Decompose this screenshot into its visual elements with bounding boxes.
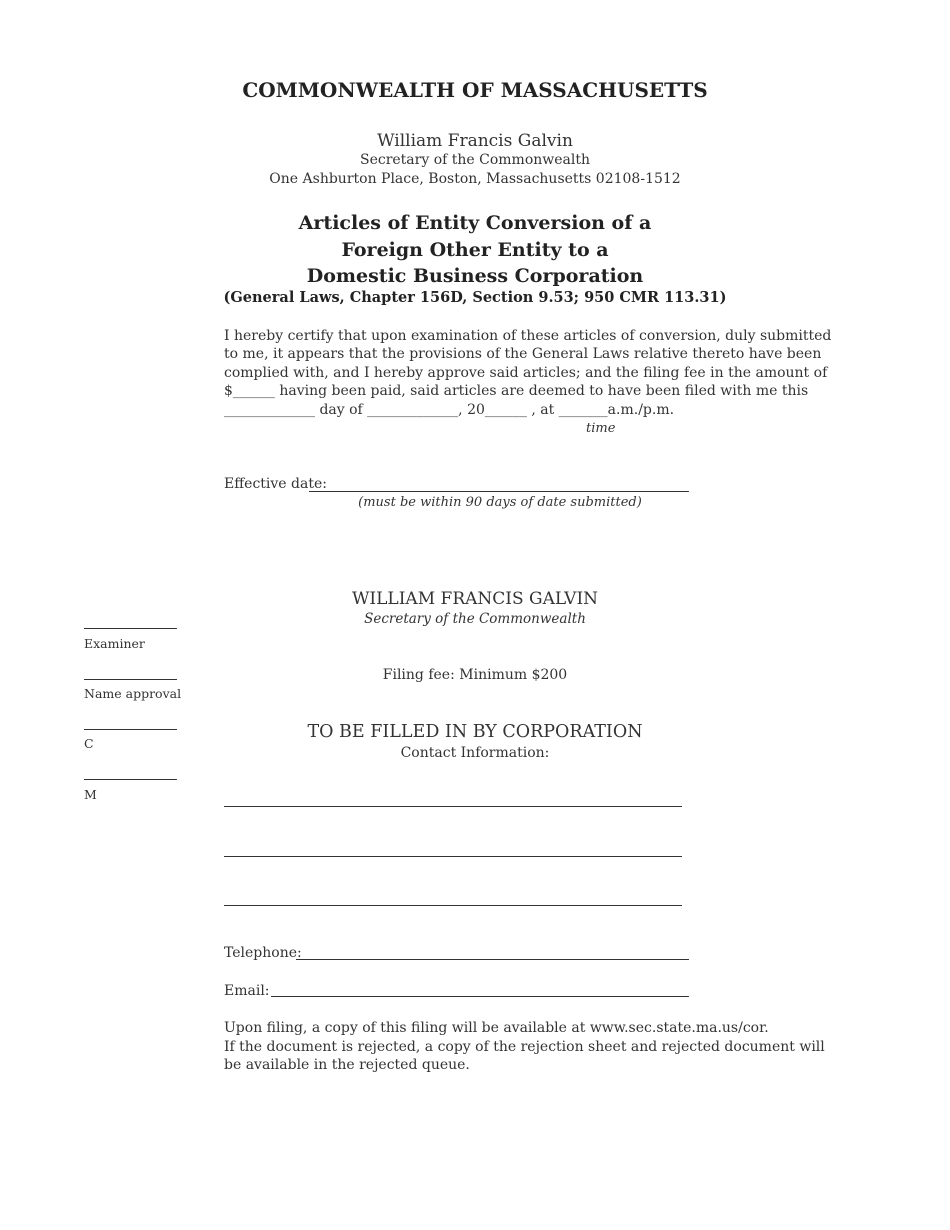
m-field[interactable]: [84, 779, 177, 780]
title-line-1: Articles of Entity Conversion of a: [298, 212, 652, 234]
filing-notice: [224, 1019, 825, 1075]
office-address: One Ashburton Place, Boston, Massachusetts 02108-1512: [269, 171, 681, 187]
document-title: [0, 210, 950, 290]
secretary-title: Secretary of the Commonwealth: [359, 152, 591, 168]
name-approval-label: Name approval: [84, 686, 182, 701]
filing-notice-line-3: be available in the rejected queue.: [224, 1057, 470, 1073]
c-label: C: [84, 736, 94, 751]
certification-paragraph: [224, 327, 832, 419]
certification-line-3: complied with, and I hereby approve said articles; and the filing fee in the amount of: [224, 364, 828, 381]
corporation-section-heading: TO BE FILLED IN BY CORPORATION: [307, 722, 643, 742]
contact-information-label: Contact Information:: [400, 745, 550, 761]
examiner-label: Examiner: [84, 636, 145, 651]
effective-date-label: Effective date:: [224, 476, 327, 492]
filing-fee: Filing fee: Minimum $200: [382, 667, 568, 683]
certification-line-2: to me, it appears that the provisions of the General Laws relative thereto have been: [224, 346, 822, 363]
telephone-field[interactable]: [296, 959, 689, 960]
certification-line-4: $______ having been paid, said articles are deemed to have been filed with me this: [224, 383, 809, 400]
name-approval-field[interactable]: [84, 679, 177, 680]
title-line-3: Domestic Business Corporation: [306, 265, 644, 287]
email-label: Email:: [224, 983, 270, 999]
state-heading: COMMONWEALTH OF MASSACHUSETTS: [242, 78, 708, 102]
contact-line-1[interactable]: [224, 806, 682, 807]
signature-name: WILLIAM FRANCIS GALVIN: [351, 589, 599, 609]
signature-title: Secretary of the Commonwealth: [364, 611, 586, 627]
contact-line-3[interactable]: [224, 905, 682, 906]
m-label: M: [84, 787, 97, 802]
contact-line-2[interactable]: [224, 856, 682, 857]
effective-date-note: (must be within 90 days of date submitted): [358, 495, 642, 510]
secretary-name: William Francis Galvin: [377, 131, 573, 151]
examiner-field[interactable]: [84, 628, 177, 629]
email-field[interactable]: [271, 996, 689, 997]
certification-line-5: _____________ day of _____________, 20______ , at _______a.m./p.m.: [224, 401, 675, 418]
filing-notice-line-1: Upon filing, a copy of this filing will be available at www.sec.state.ma.us/cor.: [224, 1020, 769, 1036]
certification-line-1: I hereby certify that upon examination of these articles of conversion, duly submitted: [224, 328, 832, 344]
title-line-2: Foreign Other Entity to a: [341, 238, 609, 261]
time-label: time: [586, 421, 616, 436]
telephone-label: Telephone:: [224, 945, 302, 961]
effective-date-field[interactable]: [309, 491, 689, 492]
law-reference: (General Laws, Chapter 156D, Section 9.53; 950 CMR 113.31): [223, 289, 727, 306]
filing-notice-line-2: If the document is rejected, a copy of the rejection sheet and rejected document will: [224, 1038, 825, 1055]
